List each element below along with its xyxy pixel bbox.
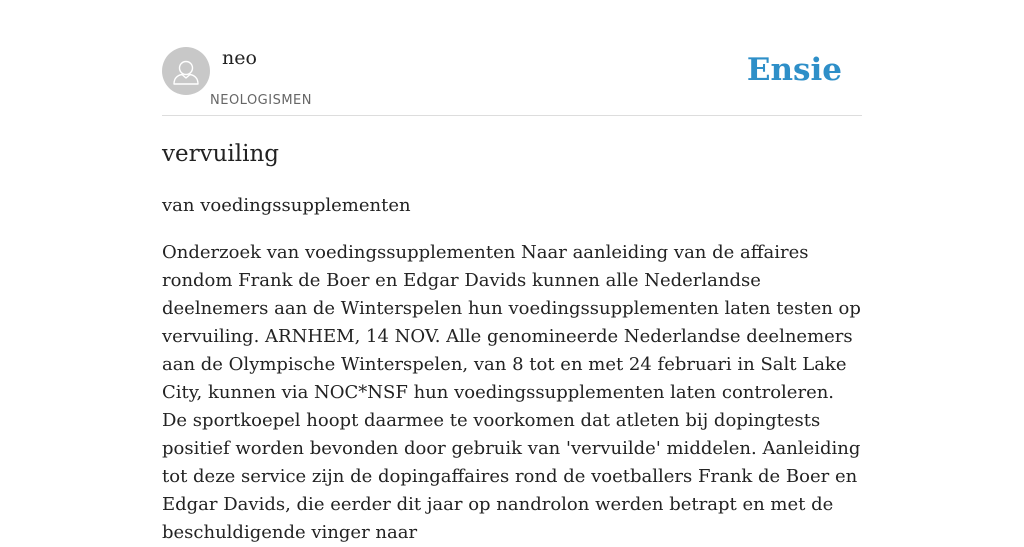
article-subtitle: van voedingssupplementen [162, 195, 411, 216]
brand-logo[interactable]: Ensie [746, 52, 842, 88]
category-label[interactable]: NEOLOGISMEN [210, 93, 312, 108]
username-link[interactable]: neo [222, 47, 257, 69]
user-silhouette-icon [162, 47, 210, 95]
page-title: vervuiling [162, 141, 280, 167]
avatar[interactable] [162, 47, 210, 95]
article-body: Onderzoek van voedingssupplementen Naar aanleiding van de affaires rondom Frank de Boer en Edgar Davids kunnen alle Nederlandse deelnemers aan de Winterspelen hun voedingssupplementen laten testen op vervuiling. ARNHEM, 14 NOV. Alle genomineerde Nederlandse deelnemers aan de Olympische Winterspelen, van 8 tot en met 24 februari in Salt Lake City, kunnen via NOC*NSF hun voedingssupplementen laten controleren. De sportkoepel hoopt daarmee te voorkomen dat atleten bij dopingtests positief worden bevonden door gebruik van 'vervuilde' middelen. Aanleiding tot deze service zijn de dopingaffaires rond de voetballers Frank de Boer en Edgar Davids, die eerder dit jaar op nandrolon werden betrapt en met de beschuldigende vinger naar [162, 242, 861, 543]
page-header [162, 40, 862, 116]
